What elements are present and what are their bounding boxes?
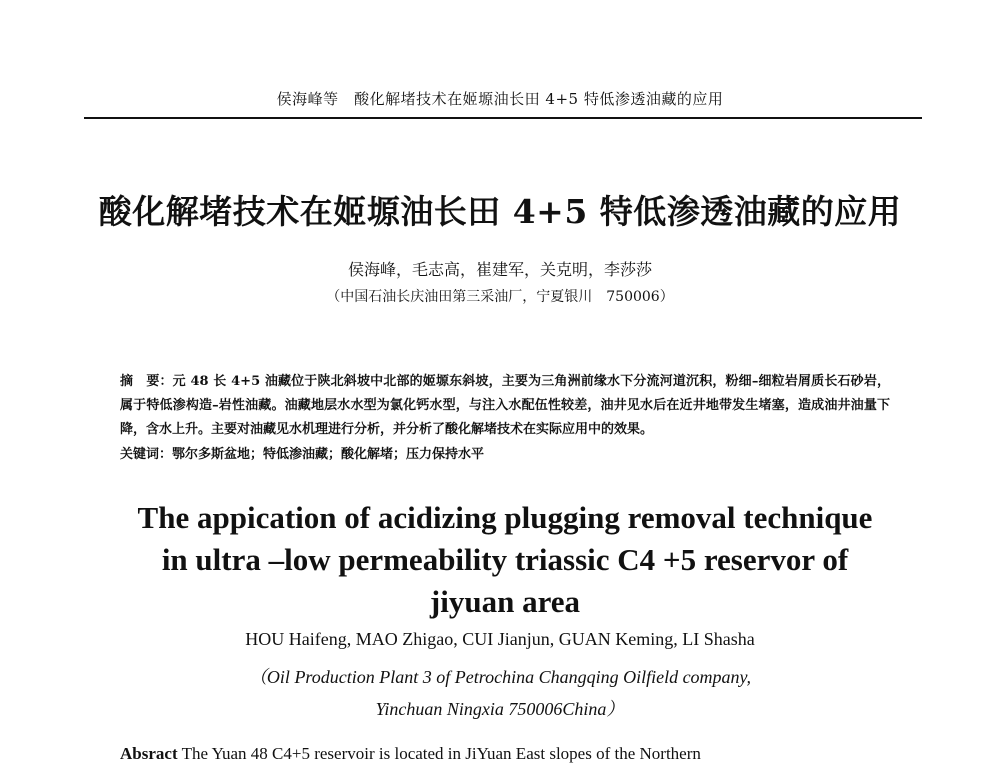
english-title-line-1: The appication of acidizing plugging removal technique: [137, 500, 873, 535]
english-affiliation-line-2: Yinchuan Ningxia 750006China）: [375, 699, 625, 719]
english-affiliation-line-1: （Oil Production Plant 3 of Petrochina Changqing Oilfield company,: [248, 667, 752, 687]
english-abstract-label: Absract: [120, 744, 178, 763]
english-title-line-2: in ultra –low permeability triassic C4 +5 reservor of: [161, 542, 849, 577]
header-rule: [84, 117, 922, 119]
english-abstract-text: The Yuan 48 C4+5 reservoir is located in JiYuan East slopes of the Northern: [181, 744, 701, 763]
english-title-line-3: jiyuan area: [429, 584, 581, 619]
english-affiliation: [0, 661, 1000, 725]
chinese-authors: 侯海峰，毛志高，崔建军，关克明，李莎莎: [347, 260, 652, 279]
chinese-title: 酸化解堵技术在姬塬油长田 4+5 特低渗透油藏的应用: [98, 192, 902, 231]
chinese-affiliation: （中国石油长庆油田第三采油厂，宁夏银川 750006）: [326, 289, 674, 305]
english-authors: HOU Haifeng, MAO Zhigao, CUI Jianjun, GUAN Keming, LI Shasha: [245, 629, 755, 649]
english-abstract: [120, 744, 890, 764]
chinese-keywords-text: 鄂尔多斯盆地；特低渗油藏；酸化解堵；压力保持水平: [172, 447, 485, 462]
chinese-abstract-label: 摘 要：: [120, 374, 173, 389]
chinese-keywords-label: 关键词：: [120, 447, 173, 462]
running-header: 侯海峰等 酸化解堵技术在姬塬油长田 4+5 特低渗透油藏的应用: [276, 90, 724, 108]
chinese-abstract-text: 元 48 长 4+5 油藏位于陕北斜坡中北部的姬塬东斜坡，主要为三角洲前缘水下分流河道沉积，粉细–细粒岩屑质长石砂岩，属于特低渗构造–岩性油藏。油藏地层水水型为氯化钙水型，与注入水配伍性较差，油井见水后在近井地带发生堵塞，造成油井油量下降，含水上升。主要对油藏见水机理进行分析，并分析了酸化解堵技术在实际应用中的效果。: [120, 374, 890, 437]
chinese-keywords: [120, 443, 890, 462]
chinese-abstract: [120, 370, 890, 442]
english-title: [110, 497, 900, 623]
